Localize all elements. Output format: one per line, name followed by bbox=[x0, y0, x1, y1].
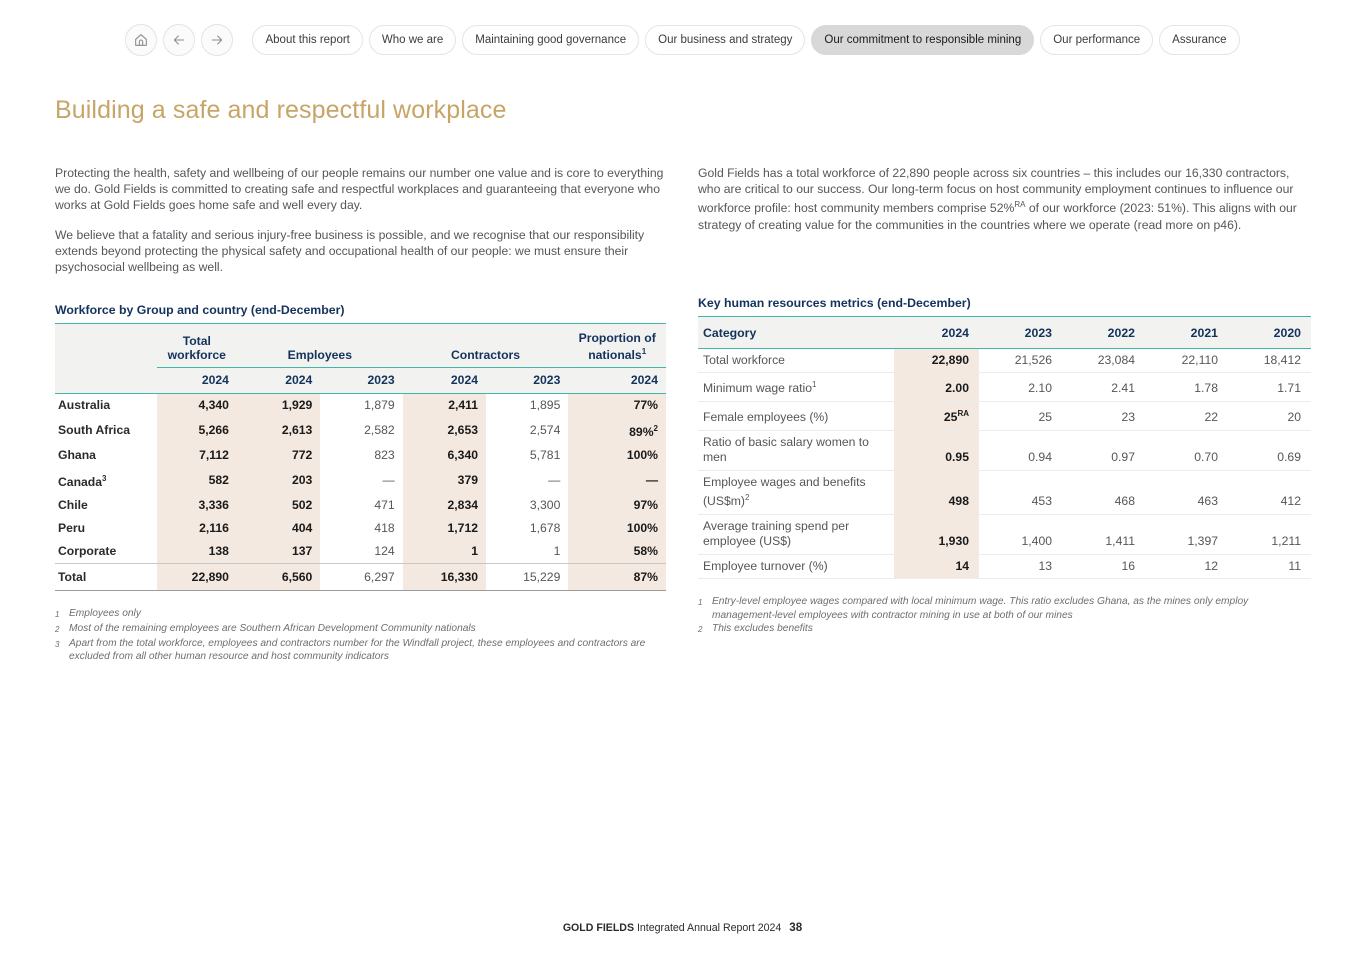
cell-peru-employees-2024: 404 bbox=[237, 517, 320, 540]
home-icon[interactable] bbox=[125, 24, 157, 56]
cell-minimum-wage-ratio-2022: 2.41 bbox=[1062, 373, 1145, 402]
workforce-table-footnotes bbox=[55, 607, 666, 663]
footnote-marker: 2 bbox=[653, 424, 658, 434]
table-row bbox=[55, 517, 666, 540]
cell-south-africa-employees-2023: 2,582 bbox=[364, 423, 395, 438]
cell-south-africa-contractors-2024: 2,653 bbox=[403, 417, 486, 444]
footnote-item bbox=[698, 595, 1311, 622]
cell-australia-nationals-2024 bbox=[568, 394, 666, 418]
table-row bbox=[698, 470, 1311, 514]
cell-female-employees-2023: 25 bbox=[979, 401, 1062, 430]
cell-total-workforce-2023: 21,526 bbox=[979, 348, 1062, 373]
cell-corporate-total-2024: 138 bbox=[157, 540, 237, 564]
footnote-marker: 1 bbox=[698, 598, 703, 608]
row-label-minimum-wage-ratio bbox=[698, 373, 894, 402]
cell-corporate-contractors-2024: 1 bbox=[403, 540, 486, 564]
footer-brand: GOLD FIELDS bbox=[562, 922, 635, 934]
row-label-total: Total bbox=[55, 564, 157, 591]
cell-total-contractors-2024: 16,330 bbox=[403, 564, 486, 591]
year-header-blank bbox=[55, 368, 157, 394]
workforce-table-title: Workforce by Group and country (end-December) bbox=[55, 303, 345, 318]
row-label-south-africa: South Africa bbox=[58, 423, 130, 438]
cell-canada-employees-2023: — bbox=[382, 473, 395, 488]
cell-employee-wages-2024: 498 bbox=[894, 470, 979, 514]
footnote-item bbox=[55, 637, 666, 664]
header-2022: 2022 bbox=[1062, 316, 1145, 348]
footer-page-number: 38 bbox=[789, 921, 803, 934]
cell-total-total-2024: 22,890 bbox=[157, 564, 237, 591]
header-2020: 2020 bbox=[1228, 316, 1311, 348]
header-2023: 2023 bbox=[979, 316, 1062, 348]
row-label-employee-wages-and-benefits bbox=[698, 470, 894, 514]
header-category: Category bbox=[698, 316, 894, 348]
nav-tab-maintaining-good-governance[interactable]: Maintaining good governance bbox=[462, 25, 639, 55]
cell-training-spend-2020: 1,211 bbox=[1228, 514, 1311, 554]
row-label-total-workforce: Total workforce bbox=[698, 348, 894, 373]
cell-female-employees-2022: 23 bbox=[1062, 401, 1145, 430]
left-paragraph-1: Protecting the health, safety and wellbeing of our people remains our number one value and is core to everything we do. Gold Fields is committed to creating safe and respectful workplaces and guaranteeing that everyone who works at Gold Fields goes home safe and well every day. bbox=[55, 166, 664, 213]
cell-canada-nationals-2024: — bbox=[568, 467, 666, 494]
cell-total-workforce-2024: 22,890 bbox=[894, 348, 979, 373]
table-row bbox=[55, 444, 666, 467]
group-header-blank bbox=[55, 324, 157, 368]
hr-metrics-table-footnotes bbox=[698, 595, 1311, 637]
workforce-group-header-row bbox=[55, 324, 666, 368]
cell-chile-employees-2024: 502 bbox=[237, 494, 320, 517]
left-paragraph-2: We believe that a fatality and serious injury-free business is possible, and we recognise that our responsibility extends beyond protecting the physical safety and occupational health of our people: we must ensure their psychosocial wellbeing as well. bbox=[55, 227, 645, 275]
cell-employee-turnover-2022: 16 bbox=[1062, 554, 1145, 579]
nav-tab-our-commitment-to-responsible-mining[interactable]: Our commitment to responsible mining bbox=[811, 25, 1034, 55]
year-header-employees-2023: 2023 bbox=[320, 368, 402, 394]
cell-south-africa-total-2024: 5,266 bbox=[157, 417, 237, 444]
cell-canada-contractors-2023: — bbox=[548, 473, 561, 488]
header-2024: 2024 bbox=[894, 316, 979, 348]
cell-total-contractors-2023: 15,229 bbox=[486, 564, 568, 591]
cell-minimum-wage-ratio-2024: 2.00 bbox=[894, 373, 979, 402]
cell-ghana-nationals-2024: 100% bbox=[568, 444, 666, 467]
cell-female-employees-2021: 22 bbox=[1145, 401, 1228, 430]
cell-ghana-contractors-2024: 6,340 bbox=[403, 444, 486, 467]
year-header-nationals-2024: 2024 bbox=[568, 368, 666, 394]
right-paragraph-part-b: of our workforce (2023: 51%). This aligns with our strategy of creating value for the communities in the countries where we operate (read more on p46). bbox=[698, 201, 1297, 232]
footnote-marker: 2 bbox=[744, 493, 750, 502]
cell-peru-employees-2023: 418 bbox=[374, 521, 395, 536]
cell-ghana-contractors-2023: 5,781 bbox=[529, 448, 561, 463]
cell-corporate-contractors-2023: 1 bbox=[553, 544, 561, 559]
cell-value: 77% bbox=[633, 398, 658, 413]
right-column bbox=[698, 165, 1311, 637]
group-header-total-workforce bbox=[157, 324, 237, 368]
cell-employee-turnover-2023: 13 bbox=[979, 554, 1062, 579]
cell-total-workforce-2022: 23,084 bbox=[1062, 348, 1145, 373]
cell-employee-wages-2020: 412 bbox=[1228, 470, 1311, 514]
cell-training-spend-2024: 1,930 bbox=[894, 514, 979, 554]
cell-total-workforce-2021: 22,110 bbox=[1145, 348, 1228, 373]
cell-training-spend-2023: 1,400 bbox=[979, 514, 1062, 554]
table-row bbox=[698, 554, 1311, 579]
cell-employee-turnover-2020: 11 bbox=[1228, 554, 1311, 579]
cell-peru-contractors-2023: 1,678 bbox=[529, 521, 561, 536]
workforce-year-header-row bbox=[55, 368, 666, 394]
table-row bbox=[698, 348, 1311, 373]
right-paragraph-1 bbox=[698, 165, 1311, 233]
group-proportion-line1: Proportion of bbox=[578, 331, 656, 346]
table-bottom-rule bbox=[55, 591, 666, 600]
cell-chile-total-2024: 3,336 bbox=[157, 494, 237, 517]
footnote-item bbox=[55, 607, 666, 622]
footnote-text: Most of the remaining employees are Southern African Development Community nationals bbox=[69, 623, 476, 634]
nav-tab-who-we-are[interactable]: Who we are bbox=[369, 25, 456, 55]
cell-total-workforce-2020: 18,412 bbox=[1228, 348, 1311, 373]
cell-south-africa-contractors-2023: 2,574 bbox=[529, 423, 561, 438]
nav-tab-assurance[interactable]: Assurance bbox=[1159, 25, 1239, 55]
row-label-ghana: Ghana bbox=[58, 448, 96, 463]
cell-peru-total-2024: 2,116 bbox=[157, 517, 237, 540]
cell-corporate-nationals-2024: 58% bbox=[568, 540, 666, 564]
hr-metrics-table bbox=[698, 316, 1311, 587]
cell-female-employees-2020: 20 bbox=[1228, 401, 1311, 430]
cell-chile-contractors-2024: 2,834 bbox=[403, 494, 486, 517]
cell-ghana-employees-2023: 823 bbox=[374, 448, 395, 463]
group-header-contractors: Contractors bbox=[403, 324, 569, 368]
nav-tab-about-this-report[interactable]: About this report bbox=[252, 25, 362, 55]
assurance-marker: RA bbox=[957, 408, 969, 418]
row-label-canada bbox=[55, 467, 157, 494]
cell-south-africa-employees-2024: 2,613 bbox=[237, 417, 320, 444]
footnote-item bbox=[55, 622, 666, 637]
left-column bbox=[55, 165, 666, 664]
cell-value: 25 bbox=[943, 410, 958, 424]
table-row bbox=[55, 394, 666, 418]
cell-ghana-employees-2024: 772 bbox=[237, 444, 320, 467]
cell-training-spend-2022: 1,411 bbox=[1062, 514, 1145, 554]
row-label-ratio-basic-salary-women-to-men: Ratio of basic salary women to men bbox=[698, 430, 894, 470]
arrow-left-icon[interactable] bbox=[163, 24, 195, 56]
group-total-line1: Total bbox=[182, 334, 211, 349]
cell-ratio-salary-2023: 0.94 bbox=[979, 430, 1062, 470]
cell-canada-total-2024: 582 bbox=[157, 467, 237, 494]
footnote-text: Entry-level employee wages compared with local minimum wage. This ratio excludes Ghana, as the mines only employ management-level employees with contractor mining in use at both of our mines bbox=[712, 596, 1249, 621]
footnote-marker: 2 bbox=[698, 625, 703, 635]
footnote-marker: 1 bbox=[812, 380, 817, 390]
nav-tab-our-performance[interactable]: Our performance bbox=[1040, 25, 1153, 55]
table-row bbox=[698, 514, 1311, 554]
cell-chile-contractors-2023: 3,300 bbox=[529, 498, 561, 513]
cell-total-nationals-2024: 87% bbox=[568, 564, 666, 591]
cell-minimum-wage-ratio-2023: 2.10 bbox=[979, 373, 1062, 402]
cell-chile-nationals-2024: 97% bbox=[568, 494, 666, 517]
cell-minimum-wage-ratio-2020: 1.71 bbox=[1228, 373, 1311, 402]
hr-metrics-table-title: Key human resources metrics (end-December) bbox=[698, 295, 971, 310]
year-header-employees-2024: 2024 bbox=[237, 368, 320, 394]
cell-peru-nationals-2024: 100% bbox=[568, 517, 666, 540]
table-row bbox=[55, 417, 666, 444]
page-title: Building a safe and respectful workplace bbox=[55, 96, 507, 124]
footnote-marker: 3 bbox=[102, 474, 107, 484]
cell-minimum-wage-ratio-2021: 1.78 bbox=[1145, 373, 1228, 402]
table-row bbox=[698, 430, 1311, 470]
table-row bbox=[55, 540, 666, 564]
cell-ratio-salary-2022: 0.97 bbox=[1062, 430, 1145, 470]
group-header-employees: Employees bbox=[237, 324, 403, 368]
footnote-item bbox=[698, 622, 1311, 637]
header-2021: 2021 bbox=[1145, 316, 1228, 348]
table-row bbox=[698, 373, 1311, 402]
row-label-australia: Australia bbox=[58, 398, 111, 413]
row-label-peru: Peru bbox=[58, 521, 86, 536]
footnote-text: Employees only bbox=[69, 608, 141, 620]
table-row bbox=[55, 467, 666, 494]
footnote-text: Apart from the total workforce, employees and contractors number for the Windfall project, these employees and contractors are excluded from all other human resource and host community indicators bbox=[69, 637, 646, 663]
cell-employee-turnover-2024: 14 bbox=[894, 554, 979, 579]
row-label-employee-turnover: Employee turnover (%) bbox=[698, 554, 894, 579]
footnote-marker: 1 bbox=[641, 347, 647, 357]
hr-metrics-header-row bbox=[698, 316, 1311, 348]
right-paragraph-part-a: Gold Fields has a total workforce of 22,890 people across six countries – this includes our 16,330 contractors, who are critical to our success. Our long-term focus on host community employment continues to influence our workforce profile: host community members comprise 52% bbox=[698, 166, 1294, 216]
cell-employee-turnover-2021: 12 bbox=[1145, 554, 1228, 579]
cell-female-employees-2024 bbox=[894, 401, 979, 430]
row-label-chile: Chile bbox=[58, 498, 88, 513]
cell-value: 89% bbox=[629, 425, 654, 440]
cell-total-employees-2024: 6,560 bbox=[237, 564, 320, 591]
cell-chile-employees-2023: 471 bbox=[374, 498, 395, 513]
cell-australia-contractors-2023: 1,895 bbox=[529, 398, 561, 413]
table-total-row bbox=[55, 564, 666, 591]
assurance-marker: RA bbox=[1014, 200, 1026, 210]
cell-australia-employees-2024: 1,929 bbox=[237, 394, 320, 418]
cell-ratio-salary-2021: 0.70 bbox=[1145, 430, 1228, 470]
cell-australia-total-2024: 4,340 bbox=[157, 394, 237, 418]
cell-ratio-salary-2024: 0.95 bbox=[894, 430, 979, 470]
footnote-marker: 2 bbox=[55, 625, 60, 634]
row-label-average-training-spend: Average training spend per employee (US$) bbox=[698, 514, 894, 554]
row-label-corporate: Corporate bbox=[58, 544, 117, 559]
year-header-total-2024: 2024 bbox=[157, 368, 237, 394]
nav-tab-our-business-and-strategy[interactable]: Our business and strategy bbox=[645, 25, 805, 55]
table-row bbox=[55, 494, 666, 517]
row-label-text: Canada bbox=[58, 475, 103, 490]
page-footer bbox=[0, 921, 1365, 934]
footnote-marker: 3 bbox=[55, 639, 60, 649]
cell-ratio-salary-2020: 0.69 bbox=[1228, 430, 1311, 470]
group-header-proportion-of-nationals bbox=[568, 324, 666, 368]
cell-employee-wages-2023: 453 bbox=[979, 470, 1062, 514]
cell-training-spend-2021: 1,397 bbox=[1145, 514, 1228, 554]
cell-south-africa-nationals-2024 bbox=[568, 417, 666, 444]
row-label-text: Employee wages and benefits (US$m) bbox=[703, 474, 866, 509]
group-total-line2: workforce bbox=[167, 348, 226, 363]
table-row bbox=[698, 401, 1311, 430]
table-bottom-rule bbox=[698, 579, 1311, 588]
cell-employee-wages-2022: 468 bbox=[1062, 470, 1145, 514]
cell-total-employees-2023: 6,297 bbox=[320, 564, 402, 591]
footer-report-text: Integrated Annual Report 2024 bbox=[634, 922, 782, 934]
cell-corporate-employees-2024: 137 bbox=[237, 540, 320, 564]
cell-canada-contractors-2024: 379 bbox=[403, 467, 486, 494]
year-header-contractors-2024: 2024 bbox=[403, 368, 486, 394]
row-label-text: Minimum wage ratio bbox=[703, 381, 813, 396]
top-navigation-bar bbox=[0, 24, 1365, 56]
cell-australia-employees-2023: 1,879 bbox=[364, 398, 395, 413]
cell-peru-contractors-2024: 1,712 bbox=[403, 517, 486, 540]
cell-canada-employees-2024: 203 bbox=[237, 467, 320, 494]
workforce-table bbox=[55, 323, 666, 599]
group-proportion-line2: nationals bbox=[588, 348, 642, 363]
arrow-right-icon[interactable] bbox=[201, 24, 233, 56]
row-label-female-employees: Female employees (%) bbox=[698, 401, 894, 430]
year-header-contractors-2023: 2023 bbox=[486, 368, 568, 394]
footnote-text: This excludes benefits bbox=[712, 623, 813, 635]
cell-australia-contractors-2024: 2,411 bbox=[403, 394, 486, 418]
cell-ghana-total-2024: 7,112 bbox=[157, 444, 237, 467]
cell-corporate-employees-2023: 124 bbox=[374, 544, 395, 559]
footnote-marker: 1 bbox=[55, 610, 60, 620]
cell-employee-wages-2021: 463 bbox=[1145, 470, 1228, 514]
